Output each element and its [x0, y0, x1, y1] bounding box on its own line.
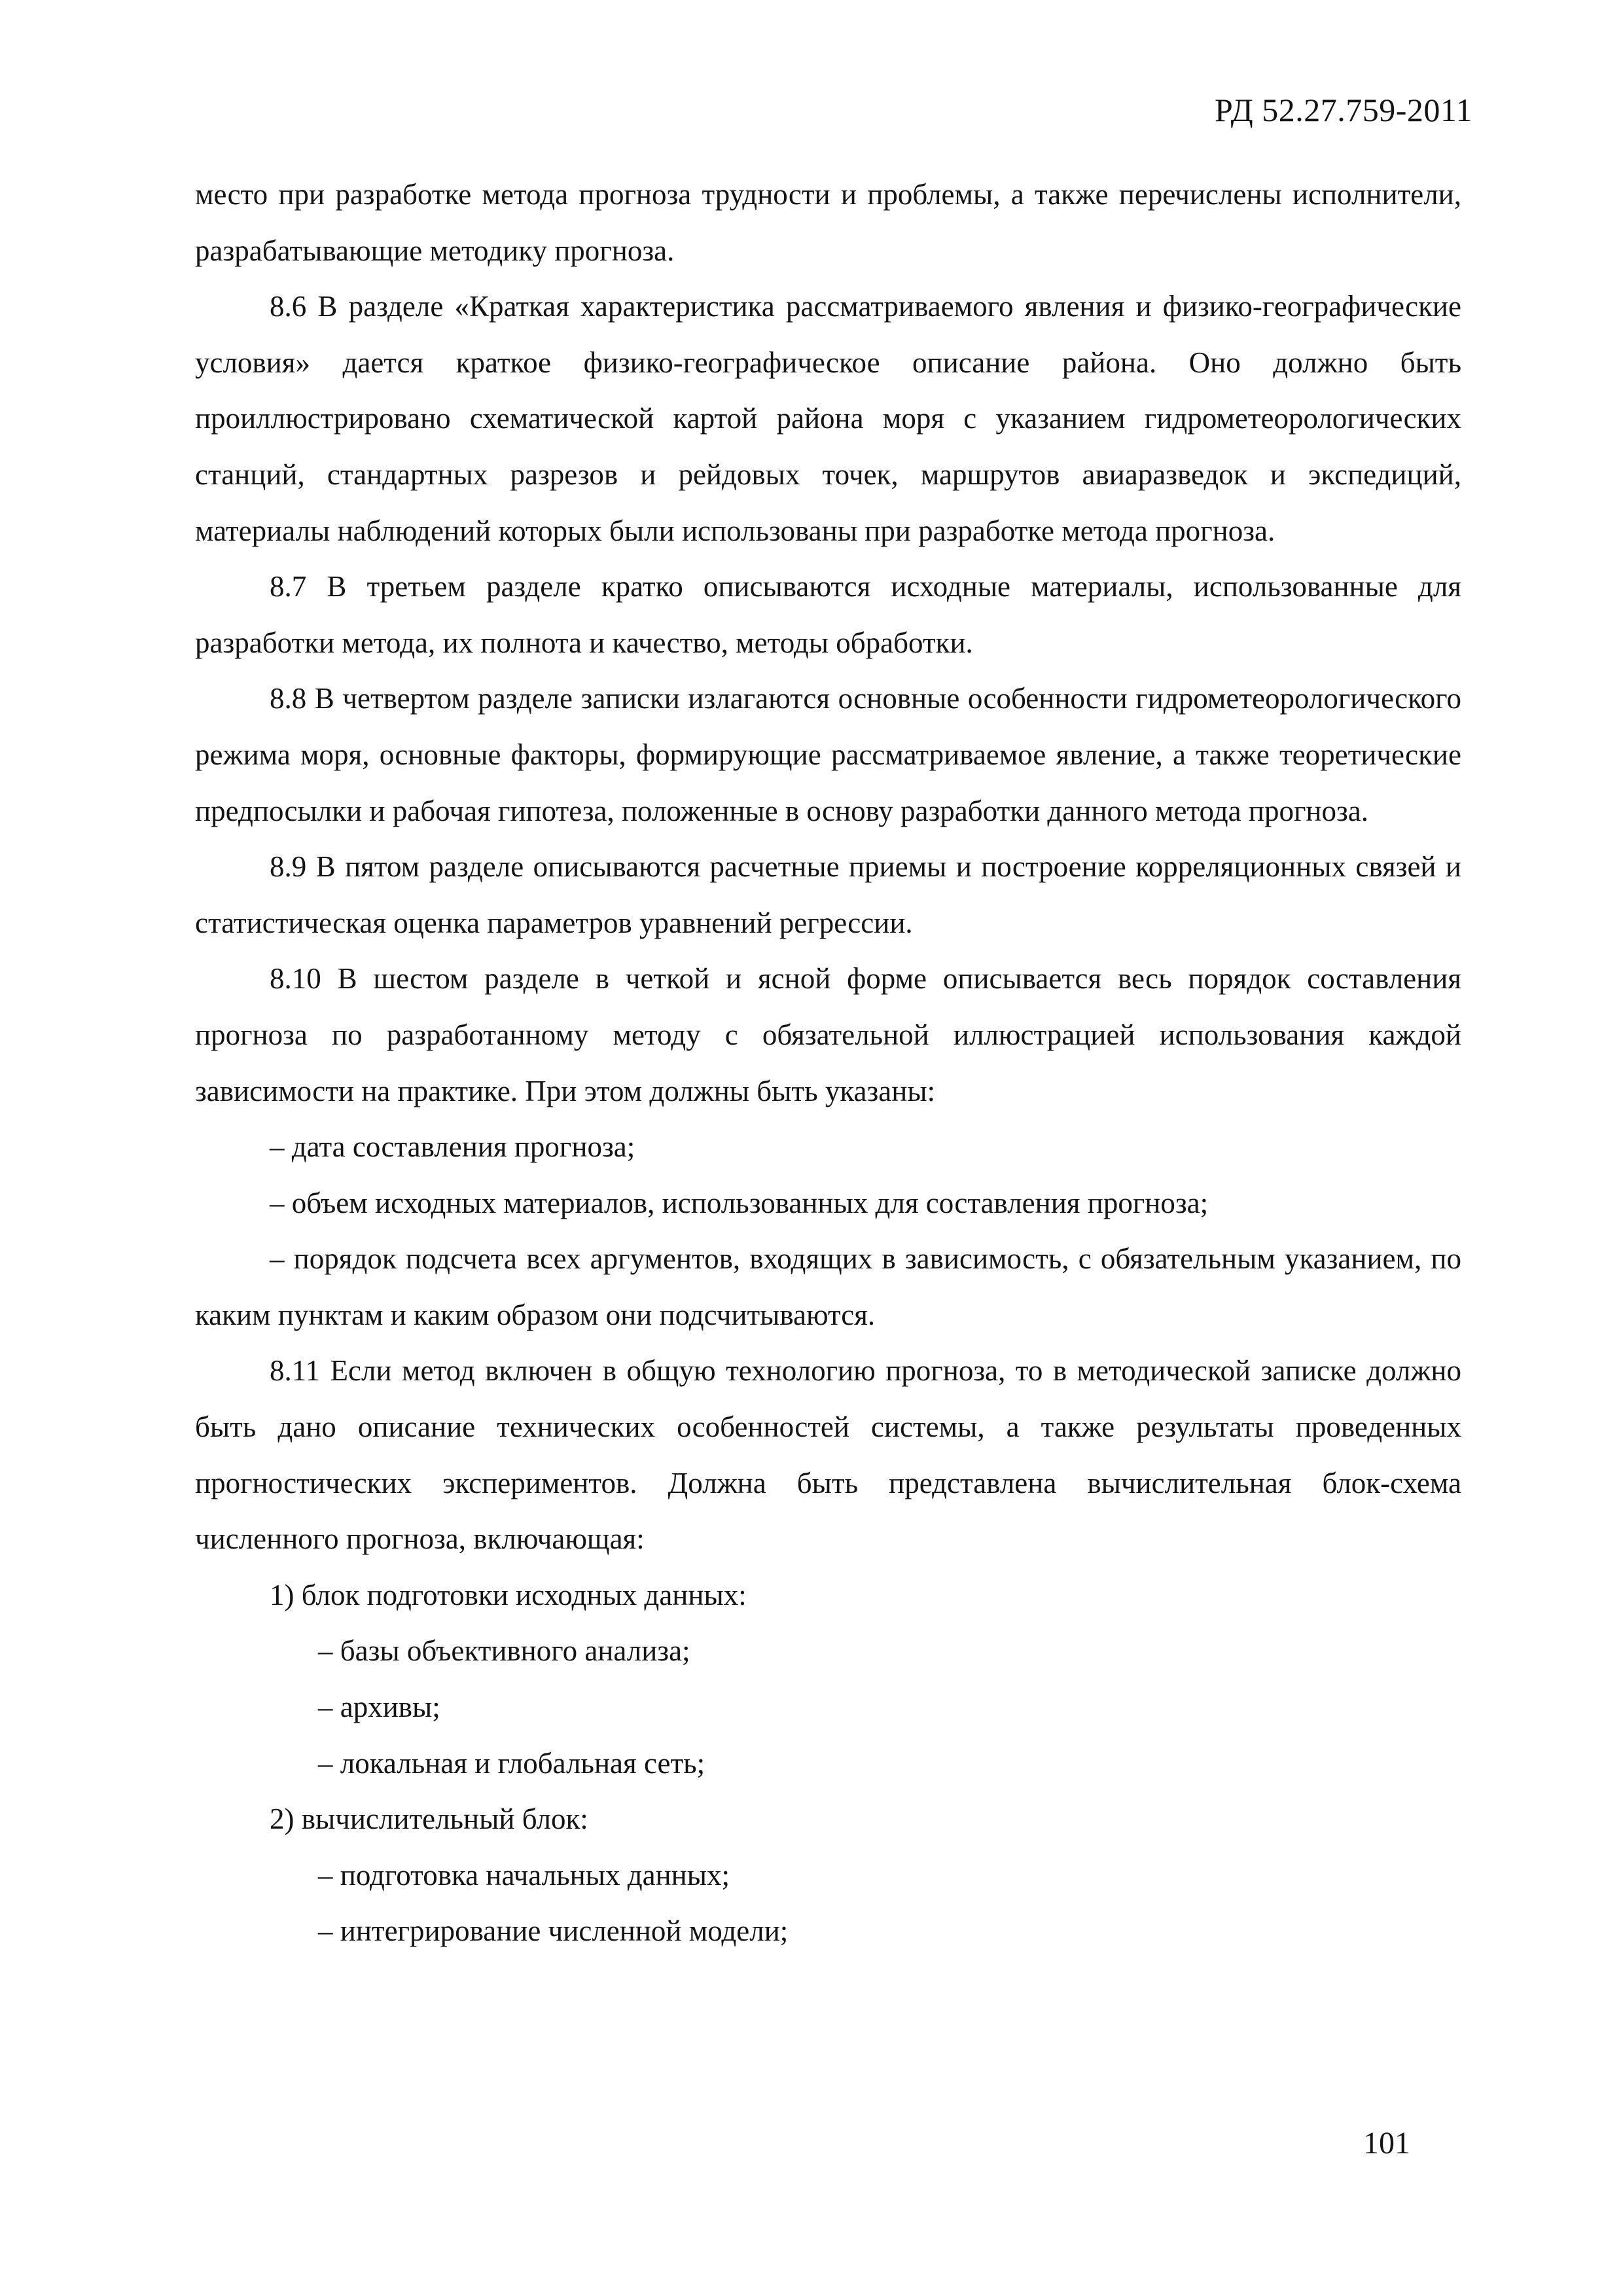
paragraph-8-9: 8.9 В пятом разделе описываются расчетные приемы и построение корреляционных связей и статистическая оценка параметров уравнений регрессии. [195, 850, 1461, 939]
body-text [195, 167, 1461, 1960]
list-item-initial-data: – подготовка начальных данных; [318, 1858, 730, 1892]
list-item-block-1: 1) блок подготовки исходных данных: [270, 1578, 747, 1611]
list-item-model-integration: – интегрирование численной модели; [318, 1914, 789, 1948]
list-item-archives: – архивы; [318, 1691, 440, 1724]
list-item-block-2: 2) вычислительный блок: [270, 1803, 588, 1836]
paragraph-continuation: место при разработке метода прогноза трудности и проблемы, а также перечислены исполнители, разрабатывающие методику прогноза. [195, 178, 1461, 267]
paragraph-8-7: 8.7 В третьем разделе кратко описываются исходные материалы, использованные для разработки метода, их полнота и качество, методы обработки. [195, 570, 1461, 659]
page-number: 101 [1363, 2126, 1410, 2161]
document-code-header: РД 52.27.759-2011 [1215, 92, 1472, 128]
paragraph-8-11: 8.11 Если метод включен в общую технологию прогноза, то в методической записке должно быть дано описание технических особенностей системы, а также результаты проведенных прогностических экспериментов. Должна быть представлена вычислительная блок-схема численного прогноза, включающая: [195, 1354, 1461, 1556]
paragraph-8-8: 8.8 В четвертом разделе записки излагаются основные особенности гидрометеорологического режима моря, основные факторы, формирующие рассматриваемое явление, а также теоретические предпосылки и рабочая гипотеза, положенные в основу разработки данного метода прогноза. [195, 682, 1461, 827]
list-item-network: – локальная и глобальная сеть; [318, 1746, 705, 1780]
list-item-analysis-bases: – базы объективного анализа; [318, 1634, 690, 1668]
list-item-forecast-date: – дата составления прогноза; [270, 1130, 635, 1164]
list-item-source-volume: – объем исходных материалов, использованных для составления прогноза; [270, 1186, 1209, 1219]
paragraph-8-6: 8.6 В разделе «Краткая характеристика рассматриваемого явления и физико-географические условия» дается краткое физико-географическое описание района. Оно должно быть проиллюстрировано схематической картой района моря с указанием гидрометеорологических станций, стандартных разрезов и рейдовых точек, маршрутов авиаразведок и экспедиций, материалы наблюдений которых были использованы при разработке метода прогноза. [195, 290, 1461, 547]
paragraph-8-10: 8.10 В шестом разделе в четкой и ясной форме описывается весь порядок составления прогноза по разработанному методу с обязательной иллюстрацией использования каждой зависимости на практике. При этом должны быть указаны: [195, 962, 1461, 1107]
list-item-argument-calculation: – порядок подсчета всех аргументов, входящих в зависимость, с обязательным указанием, по каким пунктам и каким образом они подсчитываются. [195, 1242, 1461, 1331]
